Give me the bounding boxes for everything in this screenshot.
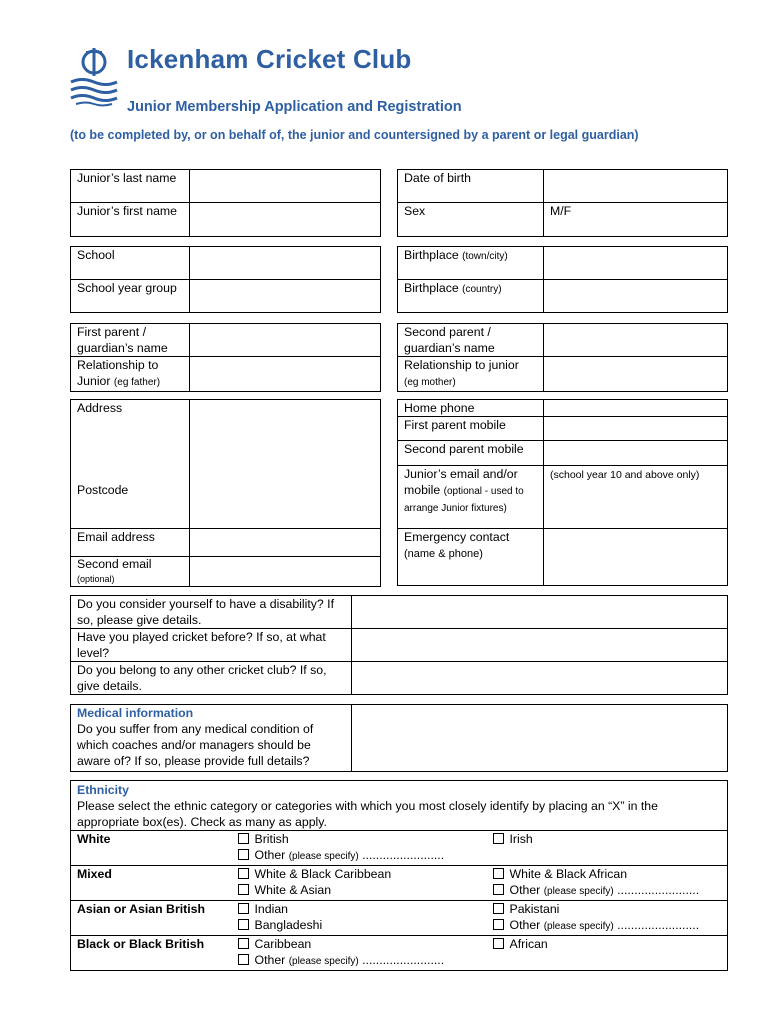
checkbox-british[interactable] <box>238 833 249 844</box>
birthplace-town-label: Birthplace (town/city) <box>398 247 544 280</box>
sex-field[interactable] <box>544 203 728 237</box>
birthplace-country-field[interactable] <box>544 280 728 313</box>
ethnicity-instructions: Please select the ethnic category or categories with which you most closely identify by placing an “X” in the appropriate box(es). Check as many as apply. <box>77 799 658 829</box>
option-bangladeshi[interactable]: Bangladeshi <box>238 917 481 933</box>
checkbox-asian-other[interactable] <box>493 919 504 930</box>
checkbox-mixed-other[interactable] <box>493 884 504 895</box>
ethnicity-table <box>70 780 728 971</box>
option-white-black-caribbean[interactable]: White & Black Caribbean <box>238 866 481 882</box>
ethnicity-title: Ethnicity <box>77 783 129 797</box>
address-table <box>70 399 381 587</box>
group-mixed: Mixed <box>71 866 232 901</box>
ethnicity-row-asian <box>71 901 728 936</box>
first-mobile-label: First parent mobile <box>398 417 544 441</box>
address-field[interactable] <box>190 400 381 529</box>
birthplace-town-field[interactable] <box>544 247 728 280</box>
ethnicity-row-black <box>71 936 728 971</box>
medical-answer[interactable] <box>352 705 728 772</box>
second-email-field[interactable] <box>190 557 381 587</box>
group-black: Black or Black British <box>71 936 232 971</box>
emergency-label: Emergency contact (name & phone) <box>398 529 544 586</box>
checkbox-white-black-caribbean[interactable] <box>238 868 249 879</box>
option-pakistani[interactable]: Pakistani <box>493 901 722 917</box>
dob-field[interactable] <box>544 170 728 203</box>
last-name-label: Junior’s last name <box>71 170 190 203</box>
home-phone-field[interactable] <box>544 400 728 417</box>
option-indian[interactable]: Indian <box>238 901 481 917</box>
first-parent-label: First parent / guardian’s name <box>71 324 190 357</box>
home-phone-label: Home phone <box>398 400 544 417</box>
first-name-label: Junior’s first name <box>71 203 190 237</box>
last-name-field[interactable] <box>190 170 381 203</box>
phone-table <box>397 399 728 586</box>
junior-name-table <box>70 169 381 237</box>
other-club-question: Do you belong to any other cricket club? If so, give details. <box>71 662 352 695</box>
checkbox-pakistani[interactable] <box>493 903 504 914</box>
relationship-2-field[interactable] <box>544 357 728 392</box>
birthplace-table <box>397 246 728 313</box>
relationship-1-label: Relationship to Junior (eg father) <box>71 357 190 392</box>
emergency-field[interactable] <box>544 529 728 586</box>
address-label: Address Postcode <box>71 400 190 529</box>
second-parent-field[interactable] <box>544 324 728 357</box>
played-question: Have you played cricket before? If so, at what level? <box>71 629 352 662</box>
ethnicity-header <box>71 781 728 831</box>
option-white-asian[interactable]: White & Asian <box>238 882 481 898</box>
school-year-field[interactable] <box>190 280 381 313</box>
first-parent-field[interactable] <box>190 324 381 357</box>
medical-question-cell <box>71 705 352 772</box>
questions-table <box>70 595 728 695</box>
checkbox-bangladeshi[interactable] <box>238 919 249 930</box>
checkbox-white-black-african[interactable] <box>493 868 504 879</box>
group-asian: Asian or Asian British <box>71 901 232 936</box>
sex-label: Sex <box>398 203 544 237</box>
first-mobile-field[interactable] <box>544 417 728 441</box>
junior-email-label: Junior’s email and/or mobile (optional - used to arrange Junior fixtures) <box>398 466 544 529</box>
school-label: School <box>71 247 190 280</box>
form-title: Junior Membership Application and Registration <box>127 99 462 115</box>
ethnicity-row-white <box>71 831 728 866</box>
checkbox-black-other[interactable] <box>238 954 249 965</box>
first-parent-table <box>70 323 381 392</box>
relationship-2-label: Relationship to junior (eg mother) <box>398 357 544 392</box>
checkbox-white-other[interactable] <box>238 849 249 860</box>
birthplace-country-label: Birthplace (country) <box>398 280 544 313</box>
dob-table <box>397 169 728 237</box>
option-asian-other[interactable]: Other (please specify) ........................ <box>493 917 722 935</box>
option-african[interactable]: African <box>493 936 722 952</box>
disability-answer[interactable] <box>352 596 728 629</box>
school-field[interactable] <box>190 247 381 280</box>
form-note: (to be completed by, or on behalf of, the junior and countersigned by a parent or legal guardian) <box>70 128 639 142</box>
first-name-field[interactable] <box>190 203 381 237</box>
second-email-label: Second email (optional) <box>71 557 190 587</box>
junior-email-field[interactable]: (school year 10 and above only) <box>544 466 728 529</box>
option-black-other[interactable]: Other (please specify) ........................ <box>238 952 481 970</box>
option-mixed-other[interactable]: Other (please specify) ........................ <box>493 882 722 900</box>
option-irish[interactable]: Irish <box>493 831 722 847</box>
group-white: White <box>71 831 232 866</box>
checkbox-caribbean[interactable] <box>238 938 249 949</box>
checkbox-african[interactable] <box>493 938 504 949</box>
checkbox-white-asian[interactable] <box>238 884 249 895</box>
sex-value: M/F <box>550 204 572 218</box>
dob-label: Date of birth <box>398 170 544 203</box>
disability-question: Do you consider yourself to have a disability? If so, please give details. <box>71 596 352 629</box>
club-crest-logo <box>68 46 120 108</box>
medical-question: Do you suffer from any medical condition of which coaches and/or managers should be aware of? If so, please provide full details? <box>77 722 314 768</box>
second-parent-label: Second parent / guardian’s name <box>398 324 544 357</box>
email-field[interactable] <box>190 529 381 557</box>
club-name: Ickenham Cricket Club <box>127 44 412 74</box>
checkbox-irish[interactable] <box>493 833 504 844</box>
second-mobile-label: Second parent mobile <box>398 441 544 466</box>
school-year-label: School year group <box>71 280 190 313</box>
second-mobile-field[interactable] <box>544 441 728 466</box>
option-white-black-african[interactable]: White & Black African <box>493 866 722 882</box>
ethnicity-row-mixed <box>71 866 728 901</box>
relationship-1-field[interactable] <box>190 357 381 392</box>
checkbox-indian[interactable] <box>238 903 249 914</box>
postcode-label: Postcode <box>77 483 129 497</box>
option-caribbean[interactable]: Caribbean <box>238 936 481 952</box>
played-answer[interactable] <box>352 629 728 662</box>
school-table <box>70 246 381 313</box>
second-parent-table <box>397 323 728 392</box>
other-club-answer[interactable] <box>352 662 728 695</box>
medical-title: Medical information <box>77 706 194 720</box>
email-label: Email address <box>71 529 190 557</box>
medical-table <box>70 704 728 772</box>
option-white-other[interactable]: Other (please specify) ........................ <box>238 847 481 865</box>
option-british[interactable]: British <box>238 831 481 847</box>
